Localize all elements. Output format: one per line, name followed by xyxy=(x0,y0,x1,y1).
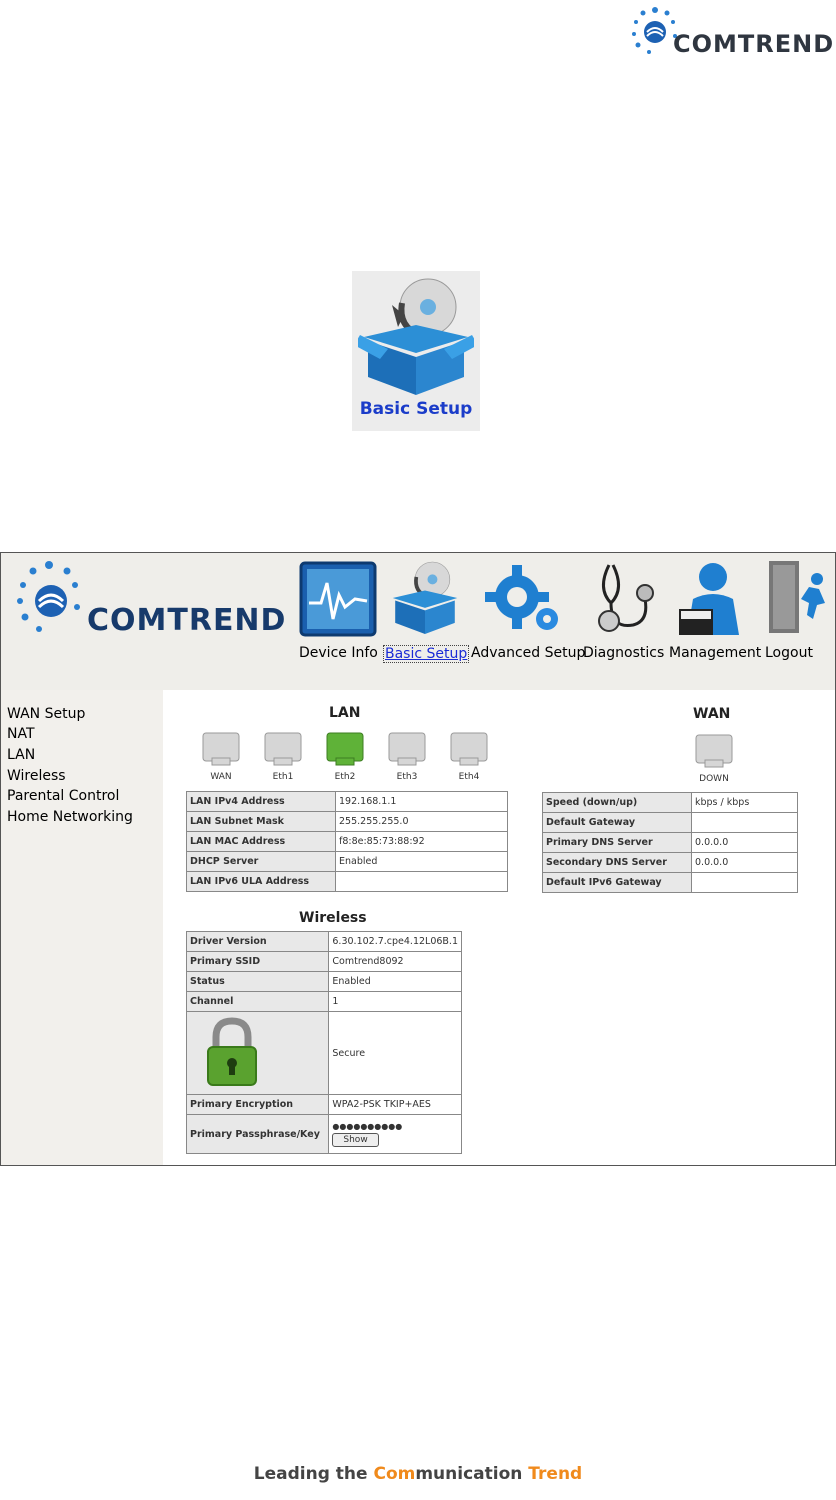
lan-section-title: LAN xyxy=(329,705,361,721)
table-row xyxy=(543,793,798,813)
port-eth3 xyxy=(388,732,426,782)
sidebar-item-parental-control[interactable]: Parental Control xyxy=(7,788,120,804)
row-value: Comtrend8092 xyxy=(329,952,462,972)
nav-label: Advanced Setup xyxy=(471,645,586,661)
row-value: kbps / kbps xyxy=(692,793,798,813)
ethernet-port-icon xyxy=(450,732,488,766)
sidebar-item-lan[interactable]: LAN xyxy=(7,747,36,763)
port-label: Eth2 xyxy=(334,772,356,782)
row-key: Channel xyxy=(187,992,329,1012)
port-label: WAN xyxy=(210,772,232,782)
nav-label: Management xyxy=(669,645,762,661)
row-key: Default IPv6 Gateway xyxy=(543,873,692,893)
port-label: Eth1 xyxy=(272,772,294,782)
sidebar-item-nat[interactable]: NAT xyxy=(7,726,35,742)
port-eth4 xyxy=(450,732,488,782)
row-value: f8:8e:85:73:88:92 xyxy=(336,832,508,852)
row-key: Status xyxy=(187,972,329,992)
table-row xyxy=(187,832,508,852)
row-key: Default Gateway xyxy=(543,813,692,833)
diagnostics-icon xyxy=(589,559,659,639)
table-row xyxy=(187,972,462,992)
ui-header xyxy=(1,553,835,690)
basic-setup-icon xyxy=(389,559,461,637)
row-key: Primary SSID xyxy=(187,952,329,972)
tagline-part: Leading the xyxy=(253,1464,374,1484)
basic-setup-feature-icon xyxy=(352,271,480,431)
table-row xyxy=(187,852,508,872)
row-value: 6.30.102.7.cpe4.12L06B.1 xyxy=(329,932,462,952)
top-brand-logo xyxy=(625,2,833,60)
port-wan-status xyxy=(695,734,733,784)
port-eth2 xyxy=(326,732,364,782)
table-row xyxy=(187,992,462,1012)
port-label: Eth4 xyxy=(458,772,480,782)
row-key: LAN IPv6 ULA Address xyxy=(187,872,336,892)
port-label: Eth3 xyxy=(396,772,418,782)
sidebar-item-wireless[interactable]: Wireless xyxy=(7,768,66,784)
port-wan xyxy=(202,732,240,782)
row-value: 192.168.1.1 xyxy=(336,792,508,812)
table-row xyxy=(187,1095,462,1115)
table-row xyxy=(187,792,508,812)
nav-label: Diagnostics xyxy=(583,645,665,661)
tagline-part: Trend xyxy=(528,1464,583,1484)
row-value xyxy=(336,872,508,892)
table-row xyxy=(543,873,798,893)
brand-name: COMTREND xyxy=(87,603,287,638)
ui-brand-logo xyxy=(15,557,285,647)
row-value: Enabled xyxy=(336,852,508,872)
show-passphrase-button[interactable]: Show xyxy=(332,1133,378,1147)
row-value xyxy=(692,813,798,833)
tagline-part: munication xyxy=(415,1464,529,1484)
advanced-setup-icon xyxy=(483,559,563,637)
lan-info-table xyxy=(186,791,508,892)
row-key: LAN Subnet Mask xyxy=(187,812,336,832)
table-row xyxy=(543,833,798,853)
row-value: 0.0.0.0 xyxy=(692,853,798,873)
sidebar-item-wan-setup[interactable]: WAN Setup xyxy=(7,706,86,722)
security-icon-cell xyxy=(187,1012,329,1095)
row-key: DHCP Server xyxy=(187,852,336,872)
table-row xyxy=(187,952,462,972)
nav-label: Device Info xyxy=(299,645,378,661)
row-key: Primary Passphrase/Key xyxy=(187,1115,329,1154)
ethernet-port-icon xyxy=(388,732,426,766)
row-key: Speed (down/up) xyxy=(543,793,692,813)
ui-main-content xyxy=(163,690,835,1165)
wireless-section-title: Wireless xyxy=(299,910,367,926)
passphrase-cell xyxy=(329,1115,462,1154)
table-row xyxy=(187,872,508,892)
row-value: Enabled xyxy=(329,972,462,992)
tagline-part: Com xyxy=(373,1464,416,1484)
port-label: DOWN xyxy=(699,774,729,784)
basic-setup-box-icon xyxy=(358,275,474,399)
router-web-ui xyxy=(0,552,836,1166)
basic-setup-label: Basic Setup xyxy=(359,399,473,419)
row-value: WPA2-PSK TKIP+AES xyxy=(329,1095,462,1115)
wan-info-table xyxy=(542,792,798,893)
device-info-icon xyxy=(299,559,377,637)
ethernet-port-icon xyxy=(695,734,733,768)
row-key: Secondary DNS Server xyxy=(543,853,692,873)
row-key: Driver Version xyxy=(187,932,329,952)
wireless-info-table xyxy=(186,931,462,1154)
ethernet-port-icon xyxy=(202,732,240,766)
table-row xyxy=(187,1115,462,1154)
table-row xyxy=(187,812,508,832)
sidebar-item-home-networking[interactable]: Home Networking xyxy=(7,809,133,825)
management-icon xyxy=(677,559,749,637)
table-row xyxy=(543,813,798,833)
row-value xyxy=(692,873,798,893)
ethernet-port-active-icon xyxy=(326,732,364,766)
comtrend-globe-icon xyxy=(15,557,85,647)
brand-name: COMTREND xyxy=(673,30,835,58)
row-key: Primary DNS Server xyxy=(543,833,692,853)
passphrase-masked-value: ●●●●●●●●●● xyxy=(332,1121,403,1131)
nav-label: Logout xyxy=(765,645,813,661)
logout-icon xyxy=(767,559,829,637)
row-key: LAN MAC Address xyxy=(187,832,336,852)
padlock-icon xyxy=(202,1017,262,1087)
table-row xyxy=(187,932,462,952)
ui-sidebar xyxy=(1,690,163,1165)
security-status: Secure xyxy=(329,1012,462,1095)
row-value: 255.255.255.0 xyxy=(336,812,508,832)
row-value: 1 xyxy=(329,992,462,1012)
row-key: LAN IPv4 Address xyxy=(187,792,336,812)
port-eth1 xyxy=(264,732,302,782)
ethernet-port-icon xyxy=(264,732,302,766)
table-row xyxy=(187,1012,462,1095)
row-value: 0.0.0.0 xyxy=(692,833,798,853)
table-row xyxy=(543,853,798,873)
footer-tagline xyxy=(0,1464,836,1484)
row-key: Primary Encryption xyxy=(187,1095,329,1115)
nav-label: Basic Setup xyxy=(385,646,468,662)
wan-section-title: WAN xyxy=(693,706,731,722)
